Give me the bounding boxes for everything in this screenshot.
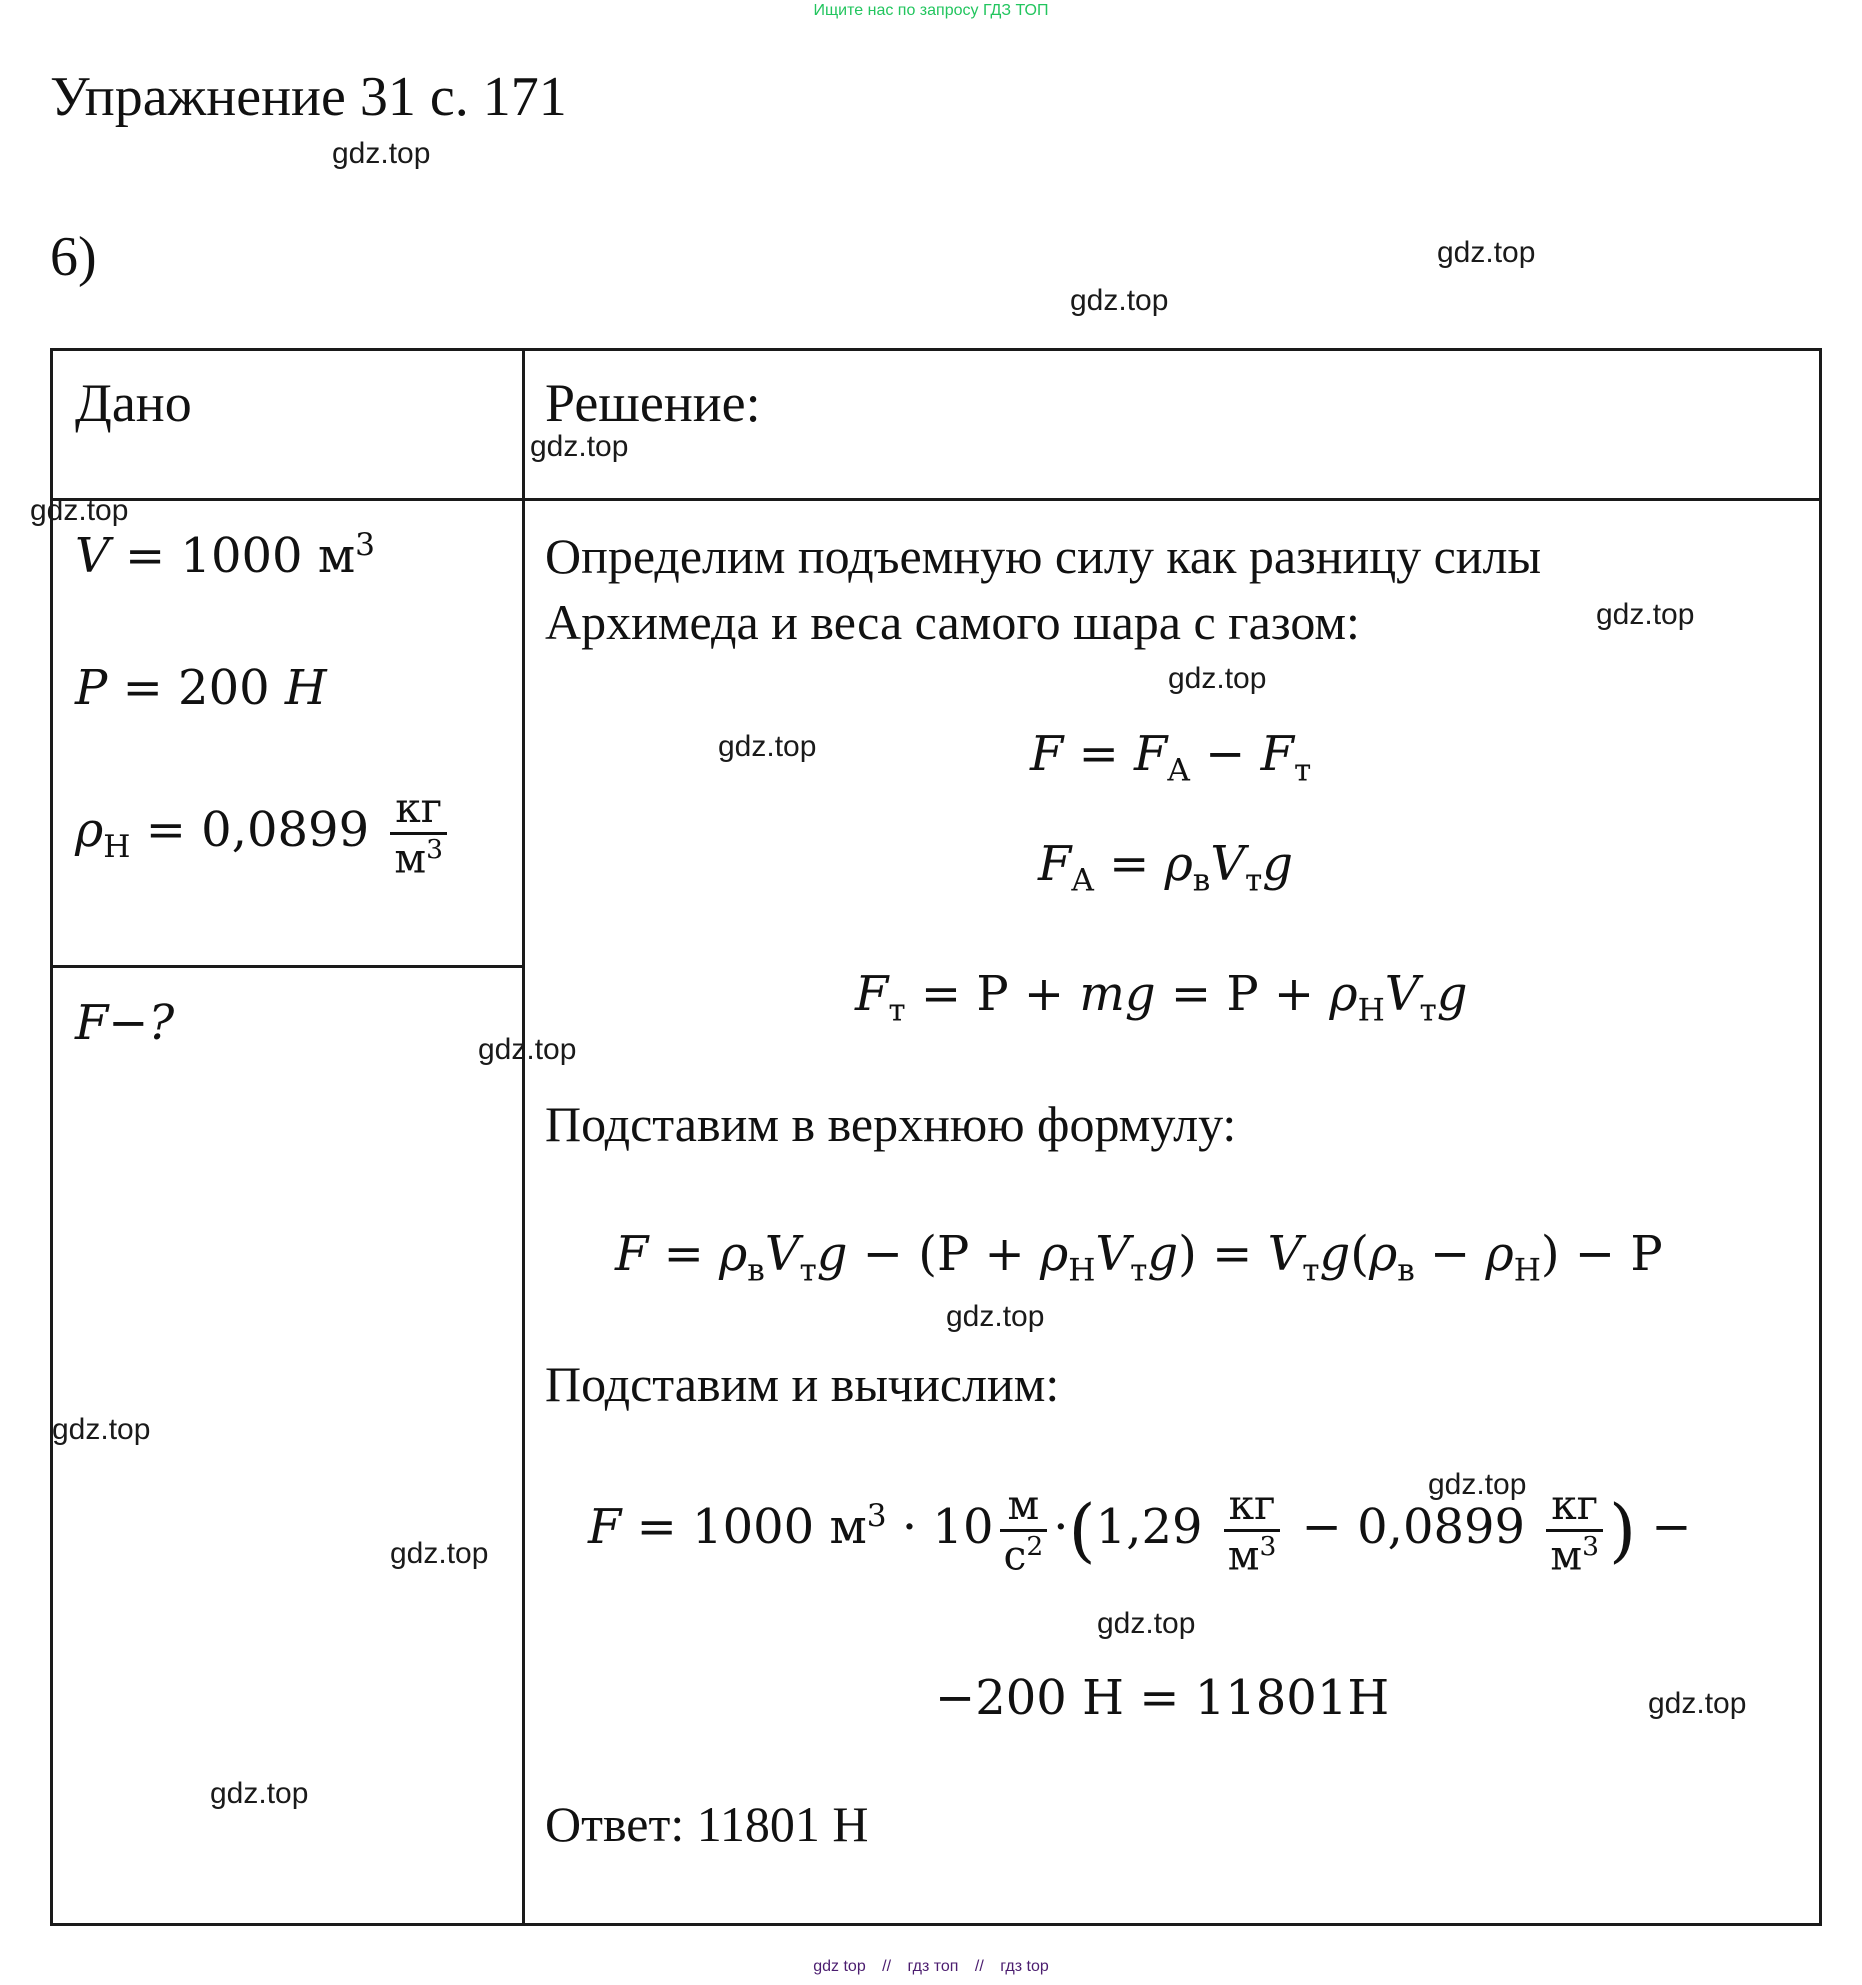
given-weight: P = 200 H xyxy=(75,660,327,716)
table-header-divider xyxy=(50,498,1822,501)
watermark: gdz.top xyxy=(1428,1468,1527,1501)
given-volume: V = 1000 $м^3$ xyxy=(75,527,376,584)
watermark: gdz.top xyxy=(1648,1687,1747,1720)
watermark: gdz.top xyxy=(1596,598,1695,631)
watermark: gdz.top xyxy=(530,430,629,463)
formula-combined: $F = \rho_вV_тg - (P + \rho_НV_тg) = V_тg(\rho_в - \rho_Н) - P$ xyxy=(615,1226,1663,1289)
table-top-border xyxy=(50,348,1822,351)
watermark: gdz.top xyxy=(210,1777,309,1810)
footer-separator: // xyxy=(974,1958,984,1975)
formula-weight: $F_т = P$ + mg = $P + \rho_НV_тg$ xyxy=(855,966,1468,1029)
table-left-border xyxy=(50,348,53,1926)
formula-calculation: F = 1000 $м^3 \cdot 10$ $\frac{м}{с^2}$ ·(1,29 $\frac{кг}{м^3}$ − 0,0899 $\frac{кг}{м^3}$ ) − xyxy=(588,1481,1692,1580)
footer-link[interactable]: gdz top xyxy=(813,1958,866,1975)
footer-separator: // xyxy=(882,1958,892,1975)
footer-link[interactable]: гдз top xyxy=(1000,1958,1049,1975)
solution-header: Решение: xyxy=(545,373,761,433)
watermark: gdz.top xyxy=(1070,284,1169,317)
watermark: gdz.top xyxy=(946,1300,1045,1333)
table-column-divider xyxy=(522,348,525,1926)
watermark: gdz.top xyxy=(1097,1607,1196,1640)
footer-link[interactable]: гдз топ xyxy=(907,1958,959,1975)
watermark: gdz.top xyxy=(390,1537,489,1570)
substitute-label: Подставим в верхнюю формулу: xyxy=(545,1096,1237,1152)
part-label: 6) xyxy=(50,226,97,288)
watermark: gdz.top xyxy=(1168,662,1267,695)
table-right-border xyxy=(1819,348,1822,1926)
watermark: gdz.top xyxy=(718,730,817,763)
answer: Ответ: 11801 Н xyxy=(545,1796,869,1852)
calc-label: Подставим и вычислим: xyxy=(545,1356,1060,1412)
intro-line-2: Архимеда и веса самого шара с газом: xyxy=(545,594,1360,650)
find-quantity: F−? xyxy=(75,995,175,1051)
footer xyxy=(0,1958,1862,1976)
watermark: gdz.top xyxy=(1437,236,1536,269)
given-header: Дано xyxy=(75,373,192,433)
formula-lift-force: $F = F_A - F_т$ xyxy=(1030,726,1312,789)
formula-result: −200 Н = 11801Н xyxy=(935,1670,1390,1726)
watermark: gdz.top xyxy=(478,1033,577,1066)
given-density: $\rho_Н = 0,0899$ $\frac{кг}{м^3}$ xyxy=(75,785,453,882)
intro-line-1: Определим подъемную силу как разницу силы xyxy=(545,528,1542,584)
formula-archimedes: $F_A = \rho_вV_тg$ xyxy=(1038,836,1294,899)
table-bottom-border xyxy=(50,1923,1822,1926)
top-banner: Ищите нас по запросу ГДЗ ТОП xyxy=(813,2,1049,19)
page-title: Упражнение 31 с. 171 xyxy=(50,66,567,128)
watermark: gdz.top xyxy=(52,1413,151,1446)
given-find-divider xyxy=(50,965,525,968)
watermark: gdz.top xyxy=(30,494,129,527)
watermark: gdz.top xyxy=(332,137,431,170)
